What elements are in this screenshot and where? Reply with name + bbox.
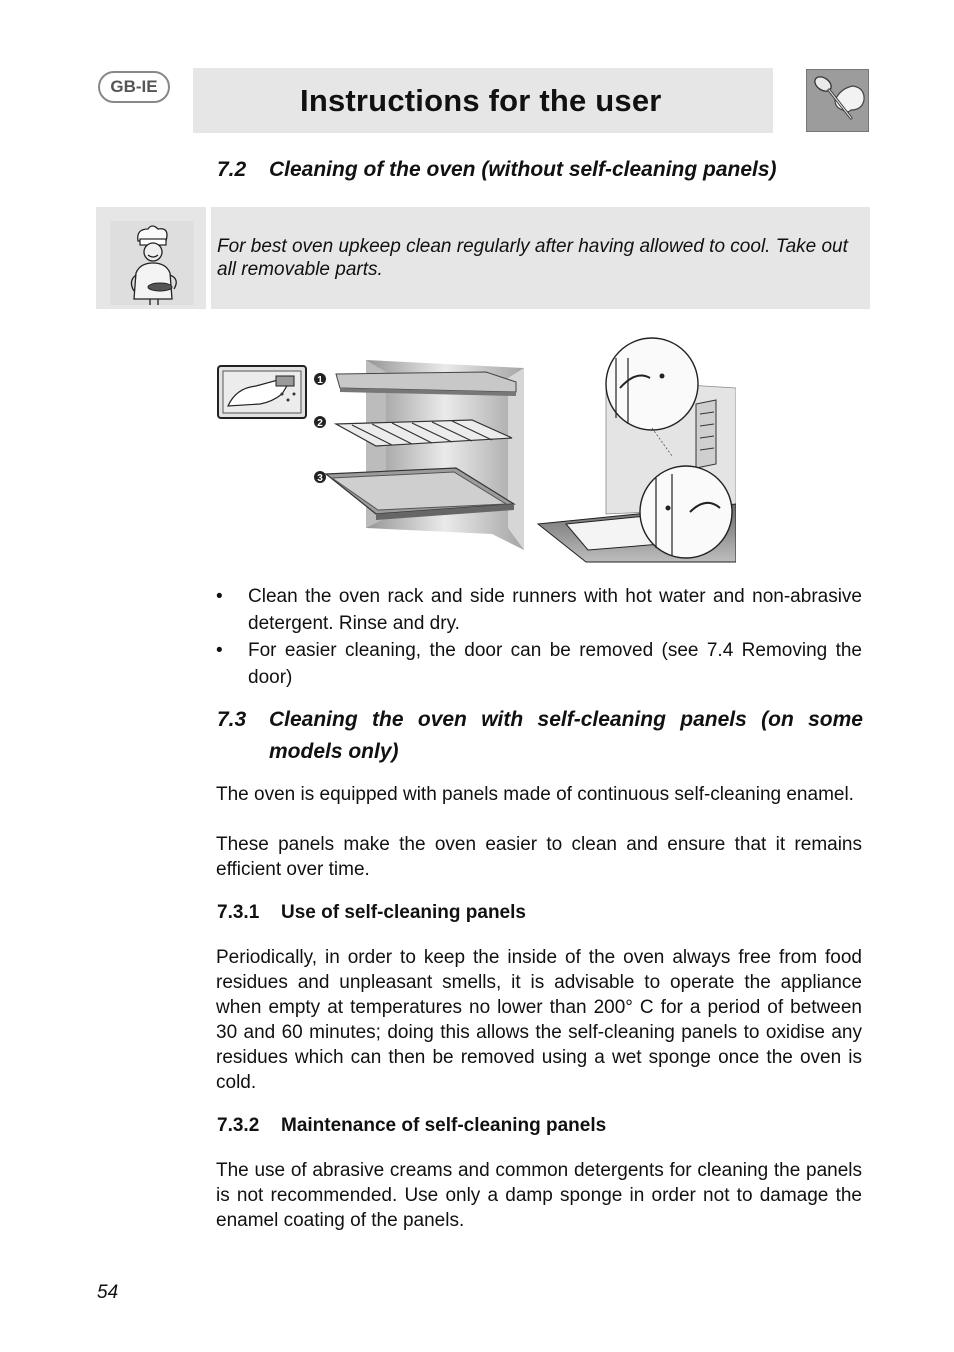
subsection-number: 7.3.1 [217, 902, 260, 923]
page-number: 54 [97, 1282, 119, 1303]
paragraph: These panels make the oven easier to clean and ensure that it remains efficient over time. [216, 834, 862, 880]
section-title: Cleaning of the oven (without self-cleaning panels) [269, 158, 777, 181]
callout-1 [314, 373, 326, 386]
svg-text:2: 2 [317, 418, 323, 429]
paragraph: The oven is equipped with panels made of continuous self-cleaning enamel. [216, 784, 854, 805]
section-7-2-heading [217, 158, 777, 182]
callout-3 [314, 471, 326, 484]
oven-cleaning-illustration [216, 328, 736, 564]
subsection-title: Maintenance of self-cleaning panels [281, 1115, 607, 1136]
section-number: 7.2 [217, 158, 247, 181]
svg-text:1: 1 [317, 375, 323, 386]
list-item: • Clean the oven rack and side runners with hot water and non-abrasive detergent. Rinse and dry. [216, 586, 862, 634]
subsection-title: Use of self-cleaning panels [281, 902, 526, 923]
oven-shelf-panel [336, 372, 516, 396]
tip-text: For best oven upkeep clean regularly after having allowed to cool. Take out all removable parts. [217, 236, 848, 280]
header-bar [193, 68, 773, 133]
region-badge: GB-IE [98, 71, 170, 103]
svg-text:3: 3 [317, 473, 323, 484]
list-item: • For easier cleaning, the door can be removed (see 7.4 Removing the door) [216, 640, 862, 688]
chef-icon [110, 221, 194, 305]
subsection-7-3-1-heading [217, 902, 526, 924]
subsection-7-3-2-heading [217, 1115, 606, 1137]
oven-side-runners-view [538, 338, 736, 562]
hand-wiping-cloth-icon [218, 366, 306, 418]
section-title: Cleaning the oven with self-cleaning panels (on some models only) [269, 708, 863, 763]
tip-icon-box [96, 207, 206, 309]
spoon-chef-hat-icon [806, 69, 869, 132]
paragraph: Periodically, in order to keep the inside of the oven always free from food residues and unpleasant smells, it is advisable to operate the appliance when empty at temperatures no lower than 200° C for a period of between 30 and 60 minutes; doing this allows the self-cleaning panels to oxidise any residues which can then be removed using a wet sponge once the oven is cold. [216, 947, 862, 1093]
cleaning-tips-list [216, 583, 862, 691]
subsection-number: 7.3.2 [217, 1115, 260, 1136]
section-7-3-heading [217, 704, 863, 768]
section-number: 7.3 [217, 708, 247, 731]
page-title: Instructions for the user [300, 82, 662, 118]
callout-2 [314, 416, 326, 429]
paragraph: The use of abrasive creams and common detergents for cleaning the panels is not recommended. Use only a damp sponge in order not to damage the enamel coating of the panels. [216, 1160, 862, 1231]
